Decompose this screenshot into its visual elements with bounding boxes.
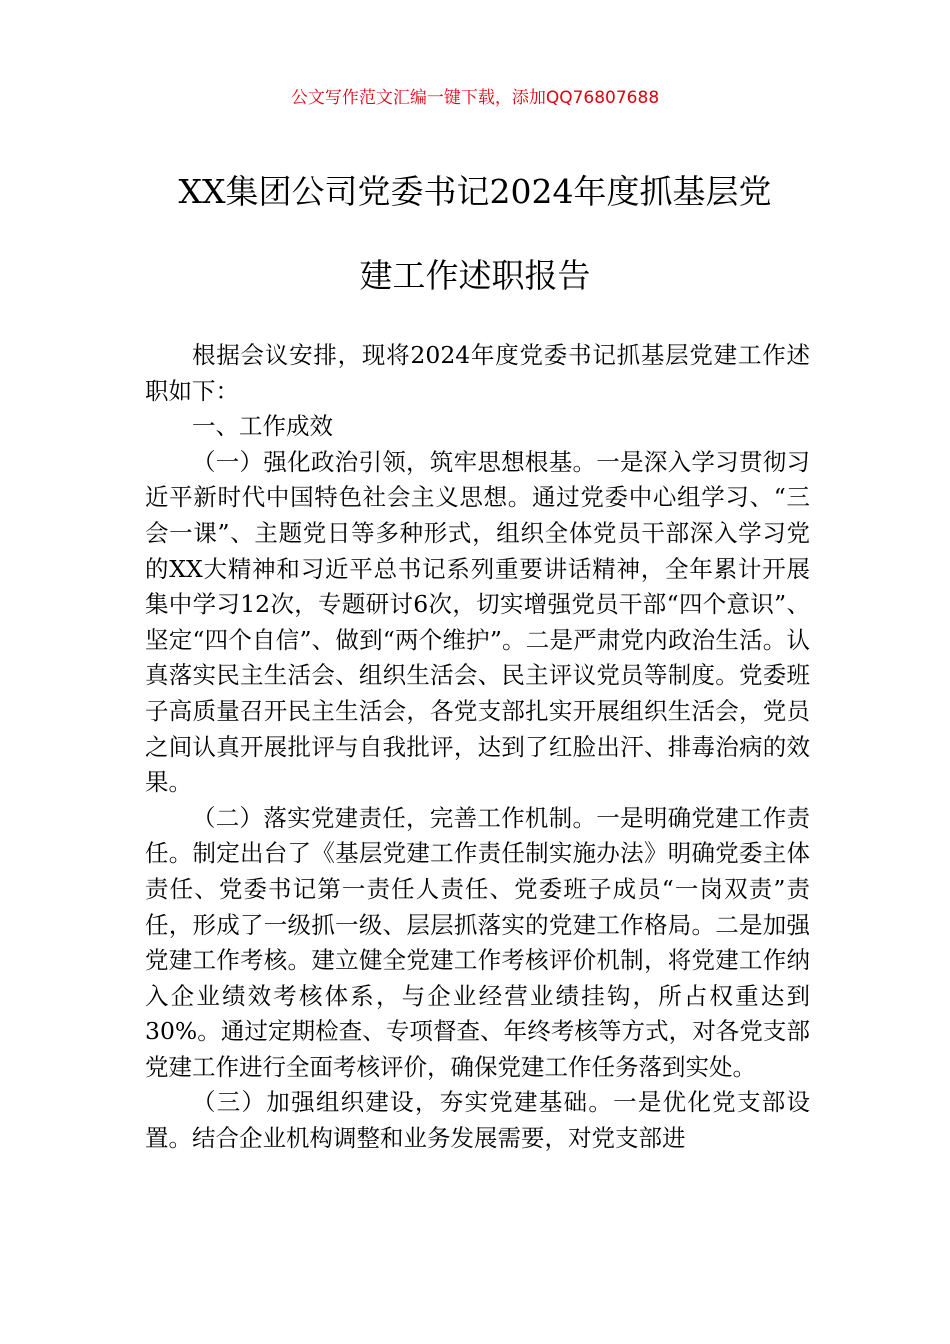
document-title xyxy=(110,150,840,318)
section-heading-1: 一、工作成效 xyxy=(192,412,333,441)
paragraph-3: （三）加强组织建设，夯实党建基础。一是优化党支部设置。结合企业机构调整和业务发展需要，对党支部进 xyxy=(145,1088,810,1153)
watermark-banner: 公文写作范文汇编一键下载，添加QQ76807688 xyxy=(290,88,660,108)
title-line-2: 建工作述职报告 xyxy=(359,256,591,295)
paragraph-1: （一）强化政治引领，筑牢思想根基。一是深入学习贯彻习近平新时代中国特色社会主义思想。通过党委中心组学习、“三会一课”、主题党日等多种形式，组织全体党员干部深入学习党的XX大精神和习近平总书记系列重要讲话精神，全年累计开展集中学习12次，专题研讨6次，切实增强党员干部“四个意识”、坚定“四个自信”、做到“两个维护”。二是严肃党内政治生活。认真落实民主生活会、组织生活会、民主评议党员等制度。党委班子高质量召开民主生活会，各党支部扎实开展组织生活会，党员之间认真开展批评与自我批评，达到了红脸出汗、排毒治病的效果。 xyxy=(145,447,810,797)
paragraph-2: （二）落实党建责任，完善工作机制。一是明确党建工作责任。制定出台了《基层党建工作责任制实施办法》明确党委主体责任、党委书记第一责任人责任、党委班子成员“一岗双责”责任，形成了一级抓一级、层层抓落实的党建工作格局。二是加强党建工作考核。建立健全党建工作考核评价机制，将党建工作纳入企业绩效考核体系，与企业经营业绩挂钩，所占权重达到30%。通过定期检查、专项督查、年终考核等方式，对各党支部党建工作进行全面考核评价，确保党建工作任务落到实处。 xyxy=(145,803,810,1081)
document-body xyxy=(145,338,810,1157)
intro-paragraph: 根据会议安排，现将2024年度党委书记抓基层党建工作述职如下： xyxy=(145,341,810,405)
title-line-1: XX集团公司党委书记2024年度抓基层党 xyxy=(178,172,772,211)
